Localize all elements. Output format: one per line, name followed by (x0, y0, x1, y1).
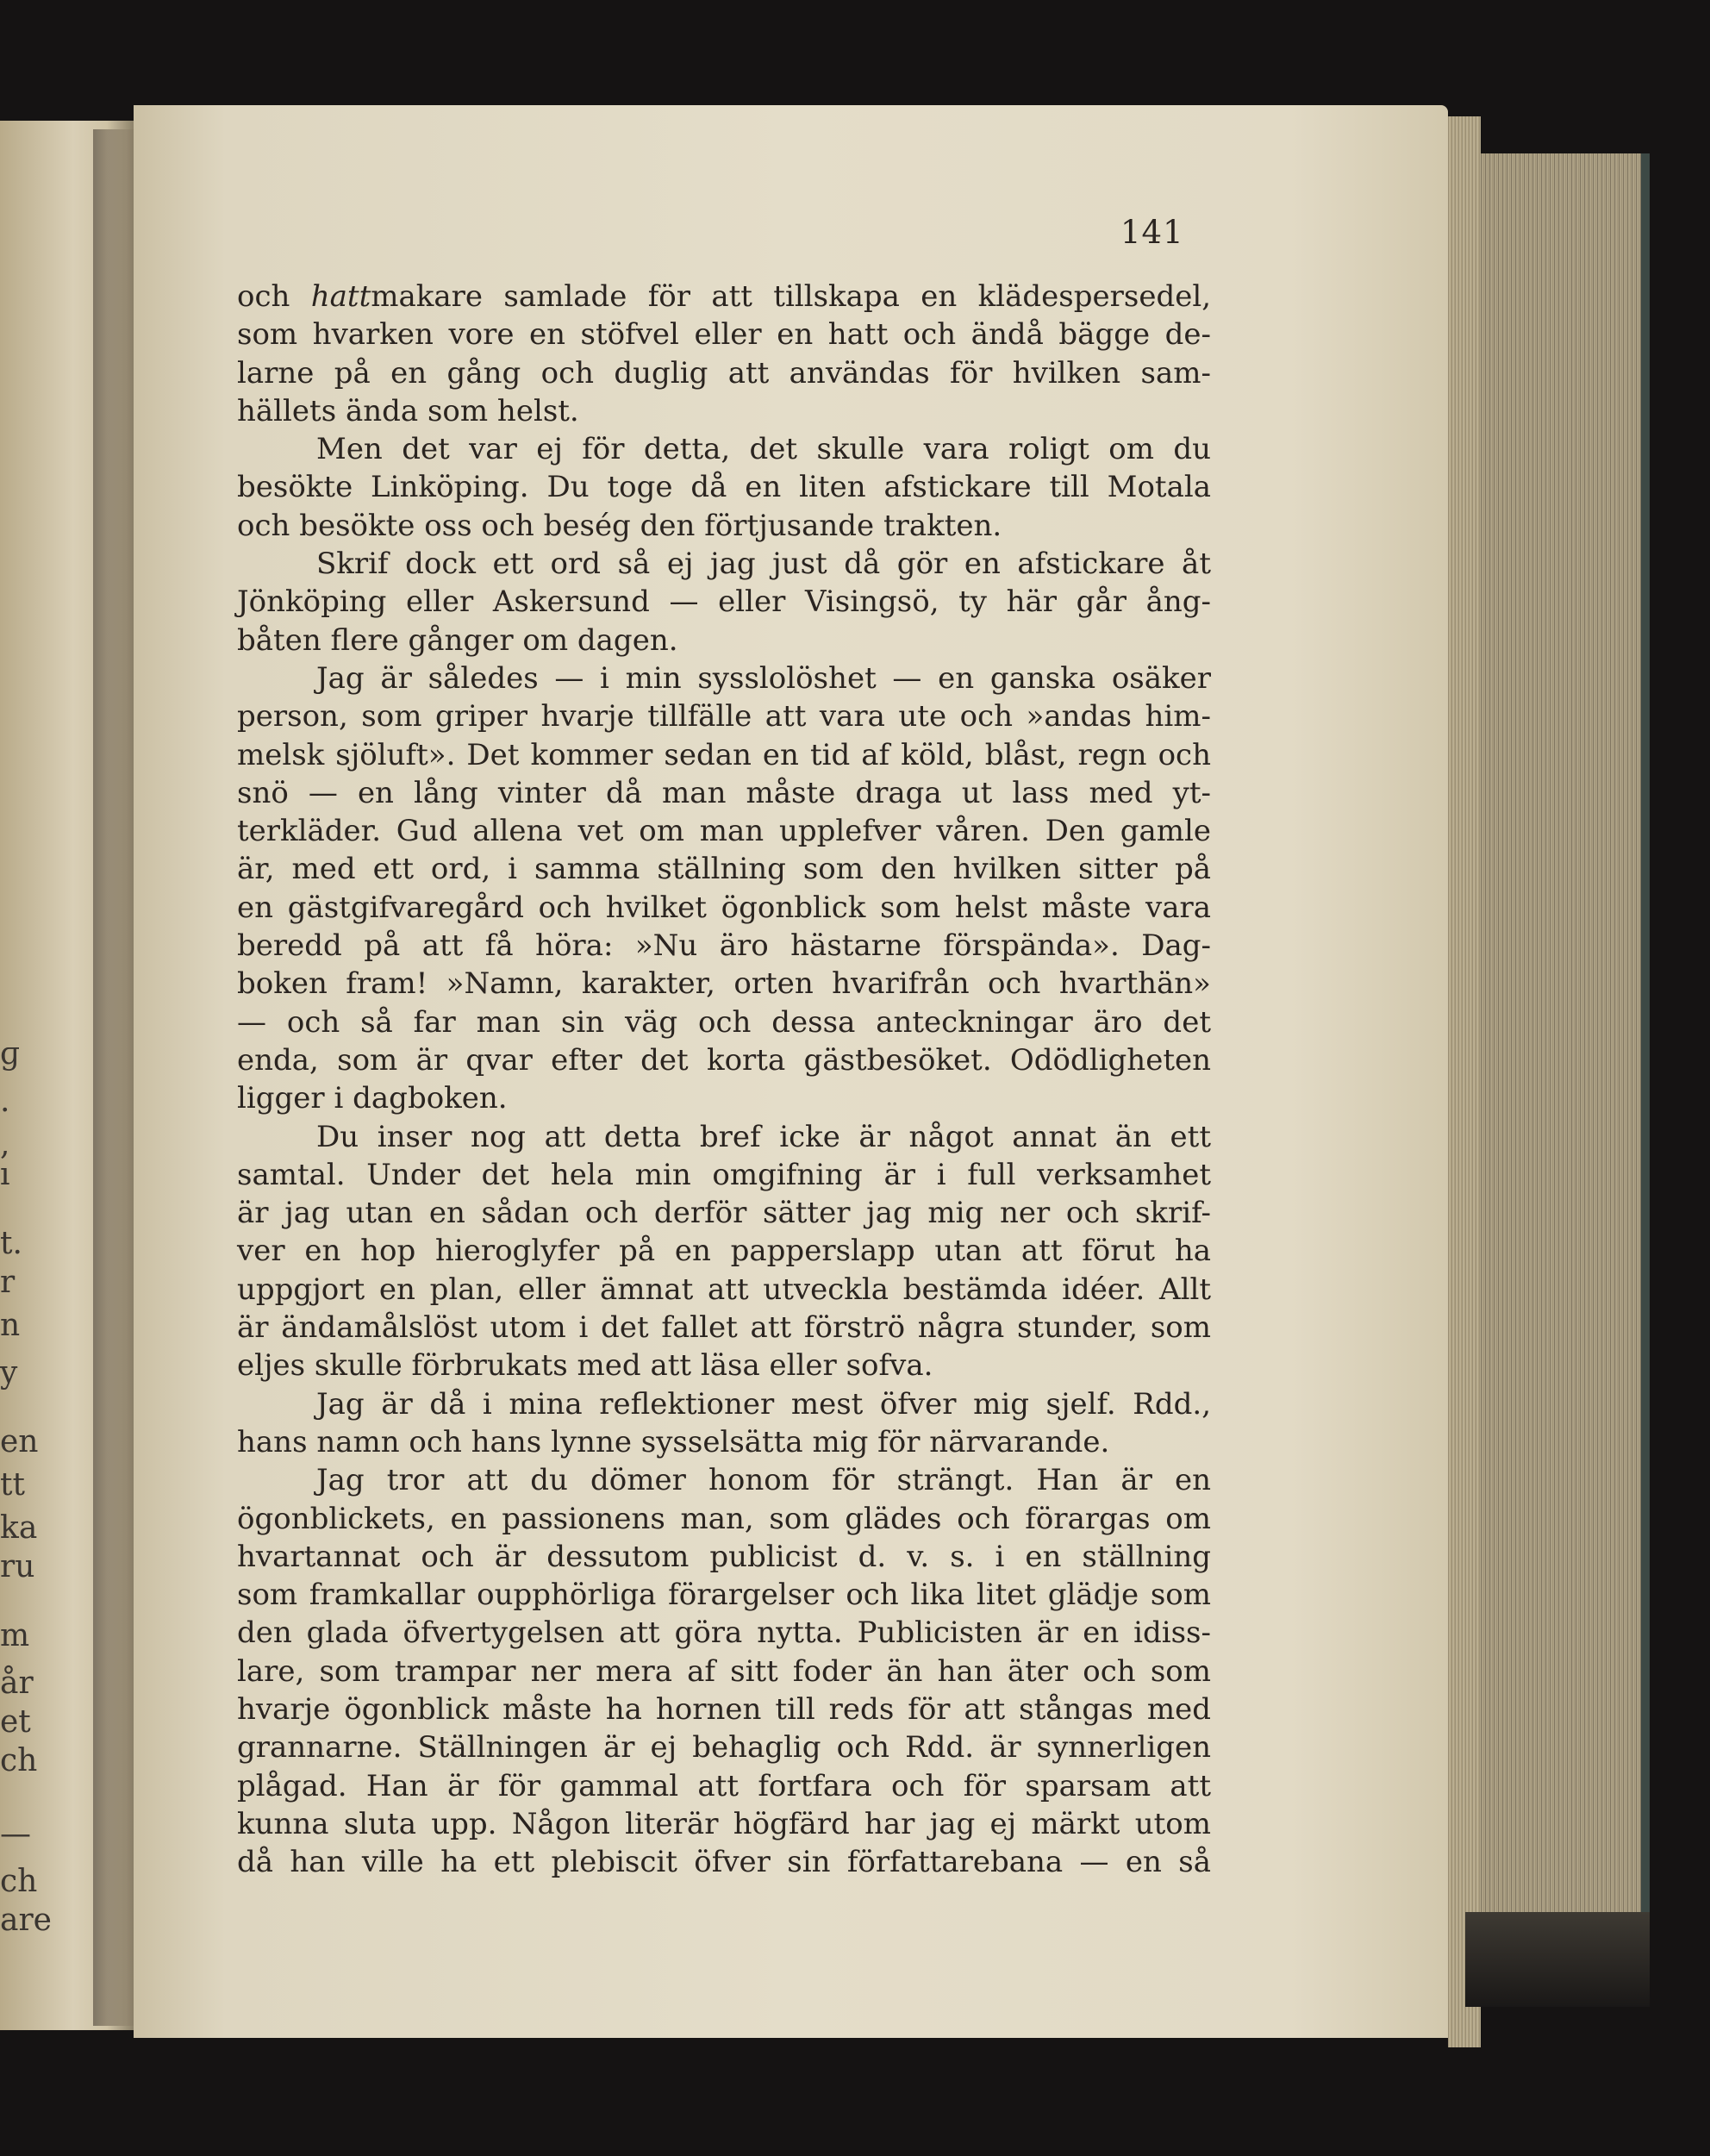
text-line: ver en hop hieroglyfer på en papperslapp utan att förut ha (237, 1234, 1211, 1269)
text-line: Du inser nog att detta bref icke är något annat än ett (316, 1119, 1211, 1154)
left-page-fragment: t. (0, 1226, 22, 1261)
text-line: Jag tror att du dömer honom för strängt. Han är en (316, 1463, 1211, 1498)
text-line: då han ville ha ett plebiscit öfver sin författarebana — en så (237, 1845, 1211, 1880)
text-line: är, med ett ord, i samma ställning som den hvilken sitter på (237, 852, 1211, 887)
text-line: ligger i dagboken. (237, 1081, 508, 1116)
left-page-fragment: et (0, 1704, 31, 1740)
left-page-fragment: ch (0, 1743, 38, 1778)
text-line: kunna sluta upp. Någon literär högfärd har jag ej märkt utom (237, 1806, 1211, 1841)
left-page-fragment: n (0, 1308, 21, 1343)
text-line: — och så far man sin väg och dessa anteckningar äro det (237, 1004, 1211, 1040)
text-line: enda, som är qvar efter det korta gästbesöket. Odödligheten (237, 1042, 1211, 1078)
text-line: person, som griper hvarje tillfälle att vara ute och »andas him- (237, 699, 1211, 734)
text-line: ögonblickets, en passionens man, som glädes och förargas om (237, 1501, 1211, 1536)
text-line: uppgjort en plan, eller ämnat att utveckla bestämda idéer. Allt (237, 1272, 1211, 1307)
left-page-fragment: m (0, 1618, 30, 1653)
text-line: Jönköping eller Askersund — eller Visingsö, ty här går ång- (237, 584, 1211, 620)
text-line: terkläder. Gud allena vet om man upplefver våren. Den gamle (237, 814, 1211, 849)
text-line: besökte Linköping. Du toge då en liten afstickare till Motala (237, 470, 1211, 505)
left-page-fragment: . (0, 1084, 10, 1119)
left-page-fragment: år (0, 1665, 34, 1701)
text-line: samtal. Under det hela min omgifning är i full verksamhet (237, 1157, 1211, 1192)
book-block-edges (1481, 153, 1650, 1912)
text-line: som hvarken vore en stöfvel eller en hatt och ändå bägge de- (237, 317, 1211, 353)
text-line: eljes skulle förbrukats med att läsa eller sofva. (237, 1348, 933, 1384)
text-line: lare, som trampar ner mera af sitt foder än han äter och som (237, 1653, 1211, 1689)
left-page-fragment: tt (0, 1467, 25, 1503)
text-line: Jag är då i mina reflektioner mest öfver mig sjelf. Rdd., (316, 1386, 1211, 1422)
left-page-fragment: ɡ (0, 1036, 21, 1072)
left-page-fragment: ka (0, 1510, 38, 1546)
left-page-fragment: r (0, 1265, 16, 1300)
left-page-fragment: ı (0, 1157, 10, 1192)
text-line: Jag är således — i min sysslolöshet — en ganska osäker (316, 660, 1211, 696)
book-block-shadow (1465, 1912, 1650, 2007)
page-body-text (237, 278, 1211, 1881)
left-page-fragment: y (0, 1355, 18, 1390)
left-page-fragment: are (0, 1903, 52, 1938)
left-page-fragment: en (0, 1424, 39, 1459)
text-line: hans namn och hans lynne sysselsätta mig för närvarande. (237, 1424, 1110, 1459)
text-line: plågad. Han är för gammal att fortfara och för sparsam att (237, 1768, 1211, 1803)
text-line: hvarje ögonblick måste ha hornen till reds för att stångas med (237, 1691, 1211, 1727)
text-line: Skrif dock ett ord så ej jag just då gör en afstickare åt (316, 547, 1211, 582)
text-line: hvartannat och är dessutom publicist d. v. s. i en ställning (237, 1539, 1211, 1574)
text-line: hällets ända som helst. (237, 393, 579, 428)
text-line: beredd på att få höra: »Nu äro hästarne förspända». Dag- (237, 928, 1211, 964)
left-page-fragment: — (0, 1816, 31, 1852)
left-page-fragment: , (0, 1127, 10, 1162)
text-line: grannarne. Ställningen är ej behaglig och Rdd. är synnerligen (237, 1730, 1211, 1765)
text-line: är jag utan en sådan och derför sätter jag mig ner och skrif- (237, 1196, 1211, 1231)
text-line: är ändamålslöst utom i det fallet att förströ några stunder, som (237, 1310, 1211, 1346)
text-line: som framkallar oupphörliga förargelser och lika litet glädje som (237, 1578, 1211, 1613)
text-line: boken fram! »Namn, karakter, orten hvarifrån och hvarthän» (237, 966, 1211, 1002)
text-line: och besökte oss och beség den förtjusande trakten. (237, 508, 1002, 543)
text-line: den glada öfvertygelsen att göra nytta. Publicisten är en idiss- (237, 1615, 1211, 1651)
page-edges (1448, 116, 1481, 2047)
text-line: och hattmakare samlade för att tillskapa en klädespersedel, (237, 279, 1212, 314)
page-number: 141 (1120, 214, 1184, 251)
text-line: melsk sjöluft». Det kommer sedan en tid af köld, blåst, regn och (237, 737, 1211, 772)
text-line: Men det var ej för detta, det skulle vara roligt om du (316, 432, 1211, 467)
text-line: båten flere gånger om dagen. (237, 622, 678, 658)
left-page-fragment: ru (0, 1549, 35, 1584)
left-page-fragment: ch (0, 1864, 38, 1899)
text-line: larne på en gång och duglig att användas för hvilken sam- (237, 355, 1211, 391)
text-line: snö — en lång vinter då man måste draga ut lass med yt- (237, 775, 1211, 810)
text-line: en gästgifvaregård och hvilket ögonblick som helst måste vara (237, 890, 1211, 925)
